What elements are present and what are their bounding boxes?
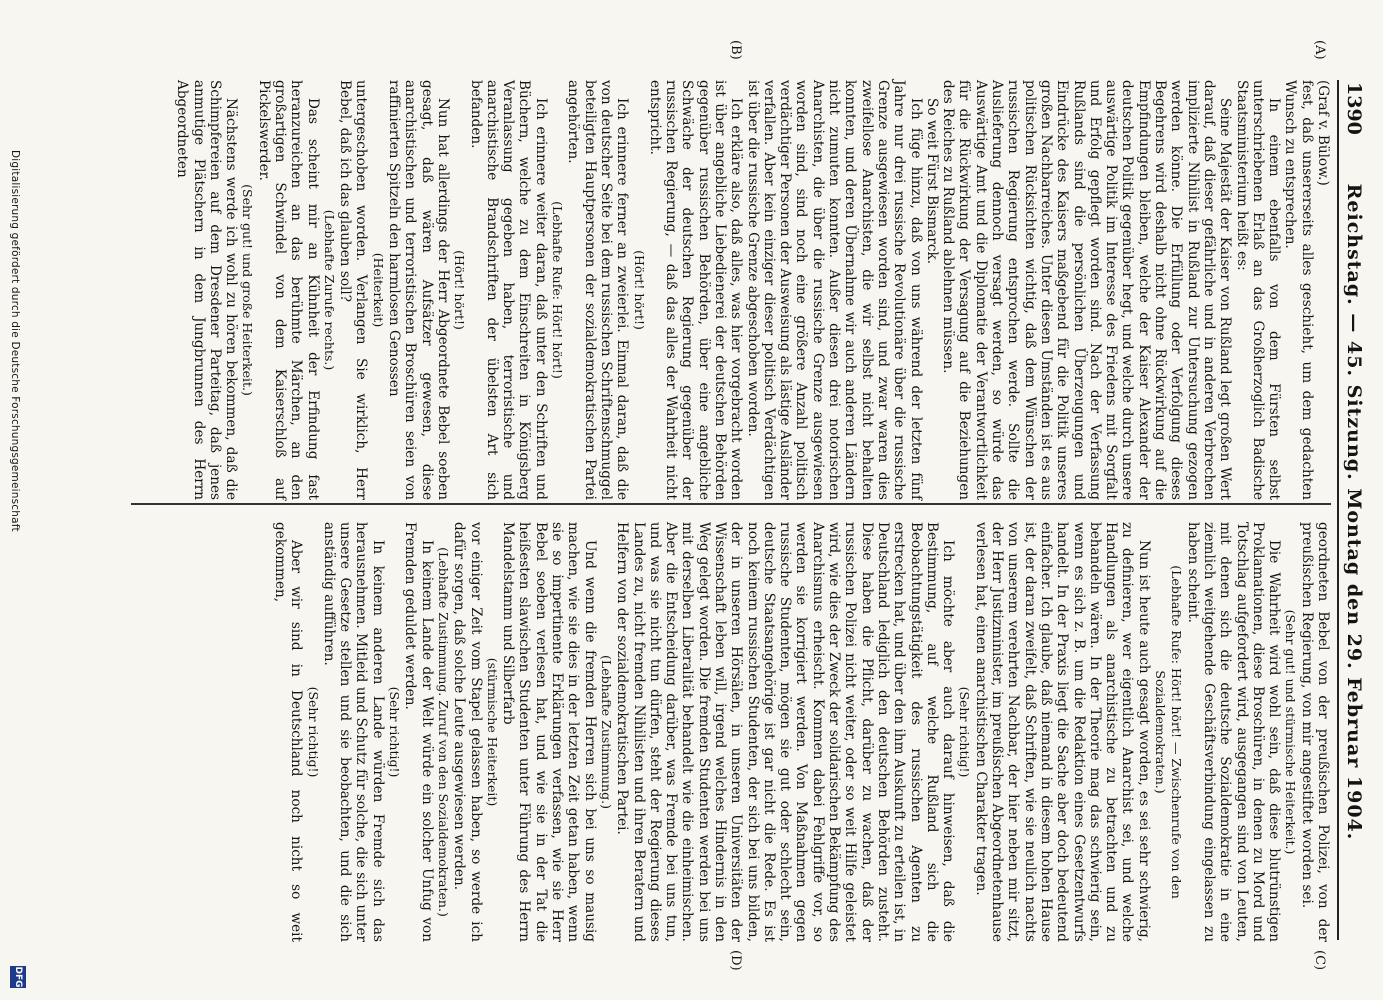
paragraph: (stürmische Heiterkeit)	[484, 657, 500, 807]
header-rule	[1337, 80, 1339, 940]
right-column	[272, 522, 1331, 942]
paragraph: (Graf v. Bülow.)	[1315, 80, 1331, 186]
paragraph: In einem ebenfalls von dem Fürsten selbst unterschriebenen Erlaß an das Großherzoglich Badische Staatsministerium heißt es:	[1233, 80, 1283, 500]
paragraph: vor einiger Zeit vom Stapel gelassen haben, so werde ich dafür sorgen, daß solche Leute ausgewiesen werden.	[451, 522, 484, 942]
running-title: Reichstag. — 45. Sitzung. Montag den 29. Februar 1904.	[1343, 183, 1365, 841]
paragraph: Die Wahrheit wird wohl sein, daß diese blutrünstigen Proklamationen, diese Broschüren, in denen zu Mord und Totschlag aufgefordert wird, ausgegangen sind von Leuten, mit denen sich die deutsche Sozialdemokratie in eine ziemlich weitgehende Geschäftsverbindung eingelassen zu haben scheint.	[1184, 522, 1283, 942]
paragraph: Ich erinnere weiter daran, daß unter den Schriften und Büchern, welche zu dem Einschreiten in Königsberg Veranlassung gegeben haben, terroristische und anarchistische Brandschriften der übelsten Art sich befanden.	[467, 80, 549, 500]
paragraph: (Lebhafte Zustimmung.)	[598, 655, 614, 809]
margin-mark-a: (A)	[1312, 40, 1327, 60]
paragraph: Ich möchte aber auch darauf hinweisen, daß die Bestimmung, auf welche Rußland sich die Beobachtungstätigkeit des russischen Agenten zu erstrecken hat, und über den ihm Auskunft zu erteilen ist, in Deutschland lediglich den deutschen Behörden zusteht. Diese haben die Pflicht, darüber zu wachen, daß der russischen Polizei nicht weiter, oder so weit Hilfe geleistet wird, wie dies der Zweck der solidarischen Bekämpfung des Anarchismus erheischt. Kommen dabei Fehlgriffe vor, so werden sie korrigiert werden. Von Maßnahmen gegen russische Studenten, mögen sie gut oder schlecht sein, deutsche Staatsangehörige ist gar nicht die Rede. Es ist noch keinem russischen Studenten, der sich bei uns bilden, der in unseren Hörsälen, in unseren Universitäten der Wissenschaft leben will, irgend welches Hindernis in den Weg gelegt worden. Die fremden Studenten werden bei uns mit derselben Liberalität behandelt wie die einheimischen. Aber die Entscheidung darüber, was Fremde bei uns tun, und was sie nicht tun dürfen, steht der Regierung dieses Landes zu, nicht fremden Nihilisten und ihren Beratern und Helfern von der sozialdemokratischen Partei.	[614, 522, 957, 942]
paragraph: Aber wir sind in Deutschland noch nicht so weit gekommen,	[272, 522, 305, 942]
paragraph: (Sehr gut! und große Heiterkeit.)	[240, 184, 256, 396]
paragraph: fest, daß unsererseits alles geschieht, um dem gedachten Wunsch zu entsprechen.	[1282, 80, 1315, 500]
paragraph: untergeschoben worden. Verlangen Sie wirklich, Herr Bebel, daß ich das glauben soll?	[337, 80, 370, 500]
paragraph: (Lebhafte Zustimmung. Zuruf von den Sozialdemokraten.)	[435, 547, 451, 917]
paragraph: geordneten Bebel von der preußischen Polizei, von der preußischen Regierung, von mir angestiftet worden sei.	[1298, 522, 1331, 942]
paragraph: Nächstens werde ich wohl zu hören bekommen, daß die Schimpfereien auf dem Dresdener Parteitag, daß jenes anmutige Plätschern in dem Jungbrunnen des Herrn Abgeordneten	[174, 80, 240, 500]
margin-mark-d: (D)	[728, 950, 743, 971]
paragraph: (Sehr gut! und stürmische Heiterkeit.)	[1283, 609, 1299, 855]
paragraph: Seine Majestät der Kaiser von Rußland legt großen Wert darauf, daß dieser gefährliche und in anderen Verbrechen implizierte Nihilist in Rußland zur Untersuchung gezogen werden könne. Die Erfüllung oder Verfolgung dieses Begehrens wird deshalb nicht ohne Rückwirkung auf die Empfindungen bleiben, welche der Kaiser Alexander der deutschen Politik gegenüber hegt, und welche durch unsere auswärtige Politik im Interesse des Friedens mit Sorgfalt und Erfolg gepflegt worden sind. Nach der Verfassung Rußlands sind die persönlichen Überzeugungen und Eindrücke des Kaisers maßgebend für die Politik unseres großen Nachbarreiches. Unter diesen Umständen ist es aus politischen Rücksichten wichtig, daß dem Wünschen der russischen Regierung entsprochen werde. Sollte die Auslieferung dennoch versagt werden, so würde das Auswärtige Amt und die Diplomatie der Verantwortlichkeit für die Rückwirkung der Versagung auf die Beziehungen des Reiches zu Rußland ablehnen müssen.	[940, 80, 1234, 500]
paragraph: (Sehr richtig!)	[305, 686, 321, 778]
paragraph: Das scheint mir an Kühnheit der Erfindung fast heranzureichen an das berühmte Märchen, an den großartigen Schwindel von dem Kaiserschloß auf Pickelswerder.	[255, 80, 321, 500]
paragraph: In keinem anderen Lande würden Fremde sich das herausnehmen. Mitleid und Schutz für solche, die sich unter unsere Gesetze stellen und sie beobachten, und die sich anständig aufführen.	[320, 522, 386, 942]
paragraph: Ich füge hinzu, daß von uns während der letzten fünf Jahre nur drei russische Revolutionäre über die russische Grenze ausgewiesen worden sind, und zwar waren dies zweifellose Anarchisten, die wir selbst nicht behalten konnten, und deren Übernahme wir auch anderen Ländern nicht zumuten konnten. Außer diesen drei notorischen Anarchisten, die über die russische Grenze ausgewiesen worden sind, sind noch eine größere Anzahl politisch verdächtiger Personen der Ausweisung als lästige Ausländer verfallen. Aber kein einziger dieser politisch Verdächtigen ist über die russische Grenze abgeschoben worden.	[744, 80, 924, 500]
paragraph: (Lebhafte Rufe: Hört! hört!)	[550, 201, 566, 379]
paragraph: Ich erkläre also, daß alles, was hier vorgebracht worden ist über angebliche Liebedienerei der deutschen Behörden gegenüber russischen Behörden, über eine angebliche Schwäche der deutschen Regierung gegenüber der russischen Regierung, — daß das alles der Wahrheit nicht entspricht.	[646, 80, 745, 500]
dfg-logo: DFG	[10, 966, 26, 988]
margin-mark-b: (B)	[728, 40, 743, 60]
paragraph: So weit Fürst Bismarck.	[923, 98, 940, 265]
paragraph: Nun ist heute auch gesagt worden, es sei sehr schwierig, zu definieren, wer eigentlich Anarchist sei, und welche Handlungen als anarchistische zu betrachten und zu behandeln wären. In der Theorie mag das schwierig sein, wenn es sich z. B. um die Redaktion eines Gesetzentwurfs handelt. In der Praxis liegt die Sache aber doch bedeutend einfacher. Ich glaube, daß niemand in diesem hohen Hause ist, der daran zweifelt, daß Schriften, wie sie neulich nachts von unserem verehrten Nachbar, der hier neben mir sitzt, der Herr Justizminister, im preußischen Abgeordnetenhause verlesen hat, einen anarchistischen Charakter tragen.	[972, 522, 1152, 942]
left-column	[174, 80, 1331, 500]
page-header	[1325, 82, 1365, 942]
paragraph: In keinem Lande der Welt würde ein solcher Unfug von Fremden geduldet werden.	[402, 522, 435, 942]
page-number: 1390	[1343, 82, 1365, 135]
paragraph: (Sehr richtig!)	[387, 686, 403, 778]
paragraph: Und wenn die fremden Herren sich bei uns so mausig machen, wie sie dies in der letzten Zeit getan haben, wenn sie so impertinente Erklärungen verfassen, wie sie Herr Bebel soeben verlesen hat, und wie sie in der Tat die heißesten slawischen Studenten unter Führung des Herrn Mandelstamm und Silberfarb	[500, 522, 598, 942]
paragraph: (Hört! hört!)	[452, 250, 468, 330]
paragraph: (Hört! hört!)	[631, 250, 647, 330]
paragraph: Ich erinnere ferner an zweierlei. Einmal daran, daß die von deutscher Seite bei dem russischen Schriftenschmuggel beteiligten Hauptpersonen der sozialdemokratischen Partei angehörten.	[565, 80, 631, 500]
paragraph: (Lebhafte Zurufe rechts.)	[321, 209, 337, 371]
paragraph: (Sehr richtig!)	[957, 686, 973, 778]
footer-credit: Digitalisierung gefördert durch die Deutsche Forschungsgemeinschaft	[9, 150, 21, 532]
margin-mark-c: (C)	[1312, 950, 1327, 971]
paragraph: Nun hat allerdings der Herr Abgeordnete Bebel soeben gesagt, daß wären Aufsätzer gewesen, diese anarchistischen und terroristischen Broschüren seien von raffinierten Spitzeln den harmlosen Genossen	[386, 80, 451, 500]
paragraph: (Lebhafte Rufe: Hört! hört! — Zwischenrufe von den Sozialdemokraten.)	[1153, 565, 1185, 899]
column-divider	[131, 503, 1331, 505]
paragraph: (Heiterkeit)	[370, 252, 386, 328]
